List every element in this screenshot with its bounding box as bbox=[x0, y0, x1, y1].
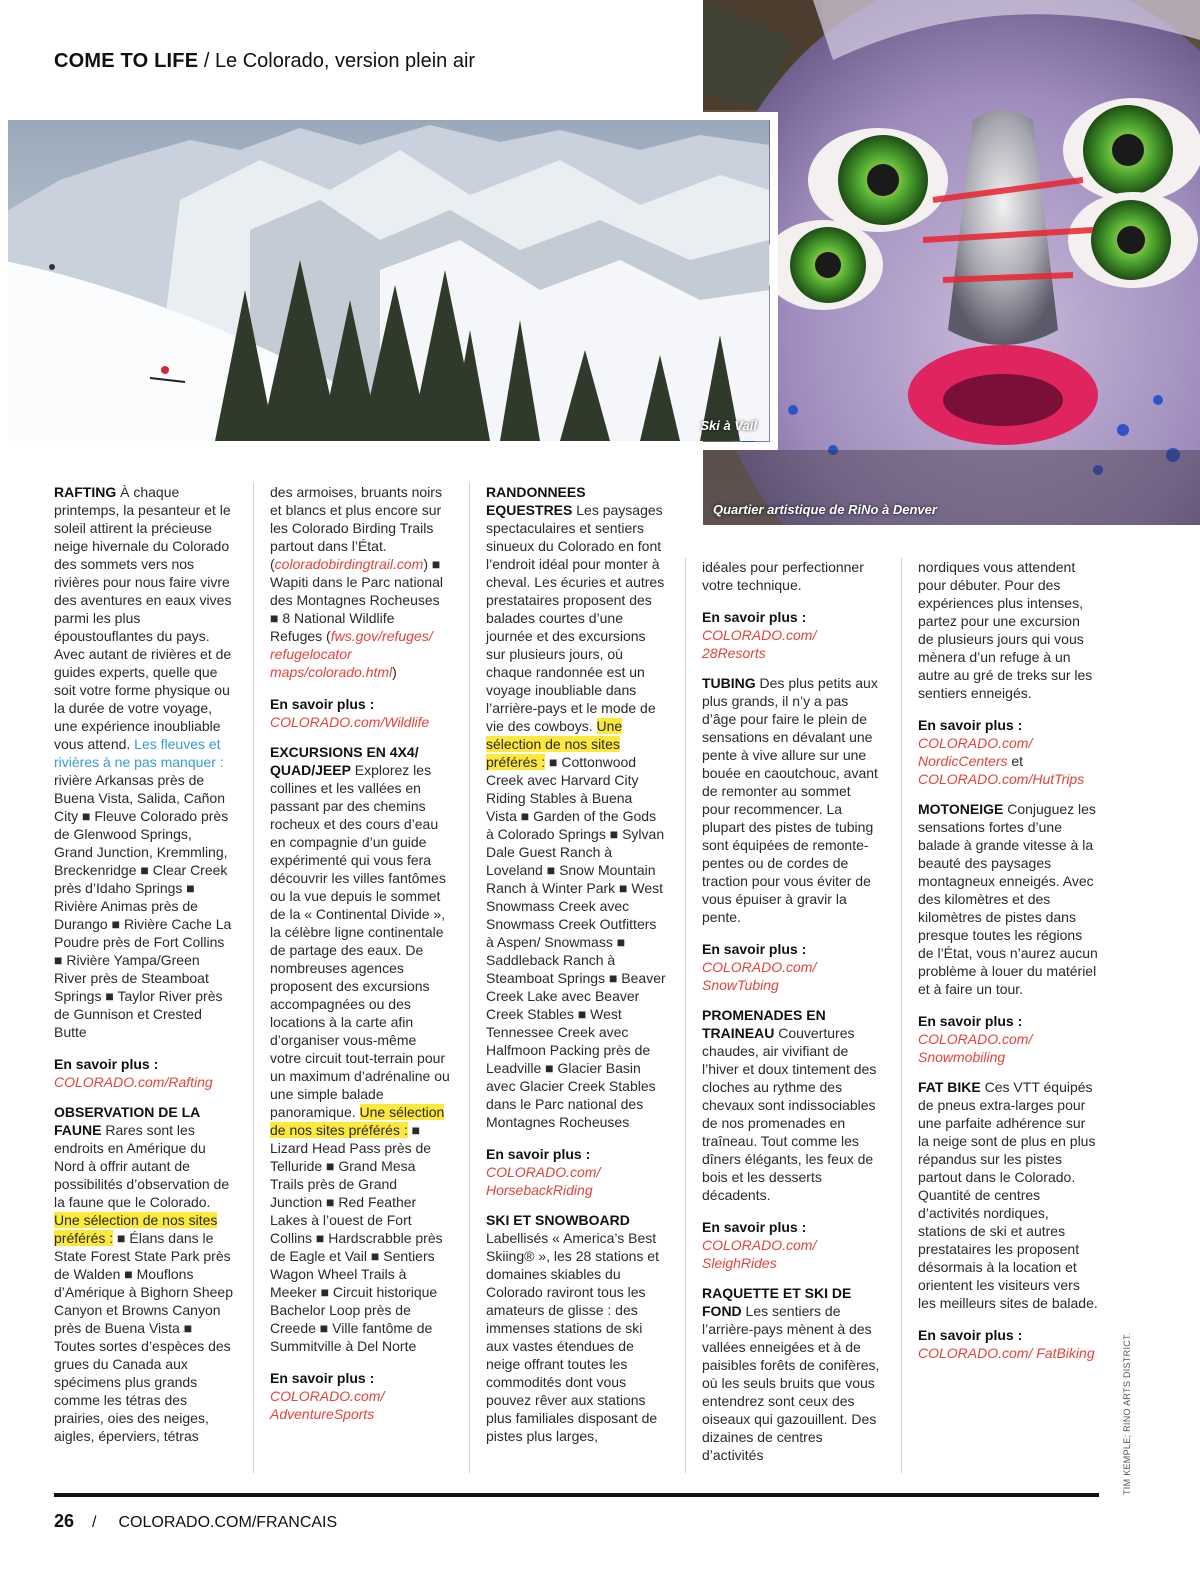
nordic-links bbox=[918, 734, 1098, 788]
more-info-label: En savoir plus : bbox=[702, 941, 807, 957]
page-subtitle: Le Colorado, version plein air bbox=[214, 50, 476, 72]
ski-text: Labellisés « America’s Best Skiing® », les 28 stations et domaines skiables du Colorado raviront tous les amateurs de glisse : des immenses stations de ski aux vastes étendues de neige offrant toutes les commodités dont vous pouvez rêver aux stations plus familiales disposant de pistes plus larges, bbox=[486, 1230, 659, 1444]
moto-heading: MOTONEIGE bbox=[918, 801, 1004, 817]
column-divider bbox=[901, 558, 902, 1473]
rafting-rivers-label: Les fleuves et rivières à ne pas manquer : bbox=[54, 736, 224, 770]
faune-cont-text-3: ) bbox=[392, 664, 397, 680]
column-5 bbox=[918, 558, 1098, 1362]
more-info-label: En savoir plus : bbox=[486, 1146, 591, 1162]
quad-highlight: Une sélection de nos sites préférés : bbox=[270, 1104, 445, 1138]
raquette-paragraph bbox=[702, 1284, 882, 1464]
faune-highlight: Une sélection de nos sites préférés : bbox=[54, 1212, 218, 1246]
moto-text: Conjuguez les sensations fortes d’une balade à grande vitesse à la beauté des paysages montagneux enneigés. Avec des kilomètres et des kilomètres de pistes dans presque toutes les régions de l’État, vous n’aurez aucun problème à louer du matériel et à faire un tour. bbox=[918, 801, 1098, 997]
quad-list: ■ Lizard Head Pass près de Telluride ■ Grand Mesa Trails près de Grand Junction ■ Red Feather Lakes à l’ouest de Fort Collins ■ Hardscrabble près de Eagle et Vail ■ Sentiers Wagon Wheel Trails à Meeker ■ Circuit historique Bachelor Loop près de Creede ■ Ville fantôme de Summitville à Del Norte bbox=[270, 1122, 443, 1354]
fws-link[interactable]: fws.gov/refuges/ refugelocator maps/colorado.html bbox=[270, 628, 433, 680]
sleigh-heading: PROMENADES EN TRAINEAU bbox=[702, 1007, 826, 1041]
rafting-text: À chaque printemps, la pesanteur et le soleil attirent la précieuse neige hivernale du Colorado des sommets vers nos rivières pour nous faire vivre des aventures en eaux vives parmi les plus époustouflantes du pays. Avec autant de rivières et de guides experts, quelle que soit votre forme physique ou la durée de votre voyage, une expérience inoubliable vous attend. bbox=[54, 484, 232, 752]
ski-photo bbox=[0, 120, 769, 441]
more-info-label: En savoir plus : bbox=[702, 609, 807, 625]
column-divider bbox=[253, 483, 254, 1473]
fatbike-text: Ces VTT équipés de pneus extra-larges pour une parfaite adhérence sur la neige sont de plus en plus répandus sur les pistes partout dans le Colorado. Quantité de centres d’activités nordiques, stations de ski et autres prestataires les proposent désormais à la location et orientent les visiteurs vers les meilleurs sites de balade. bbox=[918, 1079, 1098, 1311]
page-header bbox=[54, 50, 475, 73]
column-1 bbox=[54, 483, 234, 1445]
photo-credit: TIM KEMPLE; RINO ARTS DISTRICT. bbox=[1122, 1332, 1132, 1495]
faune-cont-text-2: ) ■ Wapiti dans le Parc national des Montagnes Rocheuses ■ 8 National Wildlife Refuges ( bbox=[270, 556, 444, 644]
header-separator: / bbox=[198, 50, 215, 72]
birding-link[interactable]: coloradobirdingtrail.com bbox=[274, 556, 424, 572]
equestrian-paragraph bbox=[486, 483, 666, 1131]
ski-caption: Ski à Vail bbox=[700, 418, 757, 433]
nordic-and: et bbox=[1007, 753, 1024, 769]
more-info-label: En savoir plus : bbox=[270, 696, 375, 712]
sleigh-link[interactable]: COLORADO.com/ SleighRides bbox=[702, 1237, 817, 1271]
footer-site[interactable]: COLORADO.COM/FRANCAIS bbox=[118, 1514, 338, 1531]
raquette-heading: RAQUETTE ET SKI DE FOND bbox=[702, 1285, 852, 1319]
horseback-link[interactable]: COLORADO.com/ HorsebackRiding bbox=[486, 1164, 601, 1198]
more-info-label: En savoir plus : bbox=[918, 1327, 1023, 1343]
section-label: COME TO LIFE bbox=[54, 50, 199, 72]
raquette-text: Les sentiers de l’arrière-pays mènent à des vallées enneigées et à de paisibles forêts de conifères, où les seuls bruits que vous entendrez sont ceux des oiseaux qui gazouillent. Des dizaines de centres d’activités bbox=[702, 1303, 880, 1463]
equestrian-highlight: Une sélection de nos sites préférés : bbox=[486, 718, 623, 770]
adventure-link[interactable]: COLORADO.com/ AdventureSports bbox=[270, 1388, 385, 1422]
fatbiking-link[interactable]: COLORADO.com/ FatBiking bbox=[918, 1345, 1095, 1361]
more-info-label: En savoir plus : bbox=[270, 1370, 375, 1386]
faune-text: Rares sont les endroits en Amérique du Nord à offrir autant de possibilités d’observation de la faune que le Colorado. bbox=[54, 1122, 230, 1210]
raquette-continued: nordiques vous attendent pour débuter. Pour des expériences plus intenses, partez pour une excursion de plusieurs jours qui vous mènera d’un refuge à un autre au gré de treks sur les sentiers enneigés. bbox=[918, 559, 1093, 701]
nordic-link[interactable]: COLORADO.com/ NordicCenters bbox=[918, 735, 1033, 769]
quad-heading: EXCURSIONS EN 4X4/ QUAD/JEEP bbox=[270, 744, 419, 778]
faune-list: ■ Élans dans le State Forest State Park près de Walden ■ Mouflons d’Amérique à Bighorn Sheep Canyon et Browns Canyon près de Buena Vista ■ Toutes sortes d’espèces des grues du Canada aux spécimens plus grands comme les tétras des prairies, oies des neiges, aigles, éperviers, tétras bbox=[54, 1230, 234, 1444]
faune-continued bbox=[270, 483, 450, 681]
equestrian-heading: RANDONNEES EQUESTRES bbox=[486, 484, 586, 518]
tubing-text: Des plus petits aux plus grands, il n’y a pas d’âge pour faire le plein de sensations en dévalant une pente à vive allure sur une bouée en caoutchouc, avant de remonter au sommet pour recommencer. La plupart des pistes de tubing sont équipées de remonte-pentes ou de cordes de traction pour vous éviter de vous épuiser à gravir la pente. bbox=[702, 675, 878, 925]
mural-caption: Quartier artistique de RiNo à Denver bbox=[713, 502, 937, 517]
footer-slash: / bbox=[92, 1514, 97, 1531]
ski-heading: SKI ET SNOWBOARD bbox=[486, 1212, 630, 1228]
rafting-heading: RAFTING bbox=[54, 484, 117, 500]
ski-continued: idéales pour perfectionner votre technique. bbox=[702, 559, 864, 593]
resorts-link[interactable]: COLORADO.com/ 28Resorts bbox=[702, 627, 817, 661]
hut-trips-link[interactable]: COLORADO.com/HutTrips bbox=[918, 771, 1085, 787]
more-info-label: En savoir plus : bbox=[918, 1013, 1023, 1029]
quad-paragraph bbox=[270, 743, 450, 1355]
mural-photo bbox=[703, 0, 1200, 525]
footer-rule bbox=[54, 1493, 1099, 1497]
column-2 bbox=[270, 483, 450, 1423]
sleigh-paragraph bbox=[702, 1006, 882, 1204]
page-number: 26 bbox=[54, 1511, 75, 1531]
column-3 bbox=[486, 483, 666, 1445]
column-4 bbox=[702, 558, 882, 1464]
fatbike-heading: FAT BIKE bbox=[918, 1079, 981, 1095]
wildlife-link[interactable]: COLORADO.com/Wildlife bbox=[270, 714, 430, 730]
more-info-label: En savoir plus : bbox=[702, 1219, 807, 1235]
equestrian-text: Les paysages spectaculaires et sentiers sinueux du Colorado en font l’endroit idéal pour monter à cheval. Les écuries et autres prestataires proposent des balades courtes d’une journée et des excursions sur plusieurs jours, où chaque randonnée est un voyage inoubliable dans l’arrière-pays et le mode de vie des cowboys. bbox=[486, 502, 665, 734]
ski-paragraph bbox=[486, 1211, 666, 1445]
quad-text: Explorez les collines et les vallées en passant par des chemins rocheux et des cours d’eau en compagnie d’un guide expérimenté qui vous fera découvrir les villes fantômes ou la vue depuis le sommet de la « Continental Divide », la célèbre ligne continentale de partage des eaux. De nombreuses agences proposent des excursions accompagnées ou des locations à la carte afin d’organiser vous-même votre circuit tout-terrain pour un maximum d’adrénaline ou une simple balade panoramique. bbox=[270, 762, 450, 1120]
column-divider bbox=[469, 483, 470, 1473]
fatbike-paragraph bbox=[918, 1078, 1098, 1312]
tubing-link[interactable]: COLORADO.com/ SnowTubing bbox=[702, 959, 817, 993]
faune-paragraph bbox=[54, 1103, 234, 1445]
snowmobiling-link[interactable]: COLORADO.com/ Snowmobiling bbox=[918, 1031, 1033, 1065]
more-info-label: En savoir plus : bbox=[918, 717, 1023, 733]
more-info-label: En savoir plus : bbox=[54, 1056, 159, 1072]
sleigh-text: Couvertures chaudes, air vivifiant de l’hiver et doux tintement des cloches au rythme des chevaux sont indissociables de nos promenades en traîneau. Tout comme les dîners élégants, les feux de bois et les desserts décadents. bbox=[702, 1025, 877, 1203]
moto-paragraph bbox=[918, 800, 1098, 998]
rafting-list: rivière Arkansas près de Buena Vista, Salida, Cañon City ■ Fleuve Colorado près de Glenwood Springs, Grand Junction, Kremmling, Breckenridge ■ Clear Creek près d’Idaho Springs ■ Rivière Animas près de Durango ■ Rivière Cache La Poudre près de Fort Collins ■ Rivière Yampa/Green River près de Steamboat Springs ■ Taylor River près de Gunnison et Crested Butte bbox=[54, 772, 232, 1040]
equestrian-list: ■ Cottonwood Creek avec Harvard City Riding Stables à Buena Vista ■ Garden of the Gods à Colorado Springs ■ Sylvan Dale Guest Ranch à Loveland ■ Snow Mountain Ranch à Winter Park ■ West Snowmass Creek avec Snowmass Creek Outfitters à Aspen/ Snowmass ■ Saddleback Ranch à Steamboat Springs ■ Beaver Creek Lake avec Beaver Creek Stables ■ West Tennessee Creek avec Halfmoon Packing près de Leadville ■ Glacier Basin avec Glacier Creek Stables dans le Parc national des Montagnes Rocheuses bbox=[486, 754, 666, 1130]
tubing-heading: TUBING bbox=[702, 675, 756, 691]
rafting-link[interactable]: COLORADO.com/Rafting bbox=[54, 1074, 213, 1090]
faune-heading: OBSERVATION DE LA FAUNE bbox=[54, 1104, 200, 1138]
page-footer bbox=[54, 1511, 337, 1532]
rafting-paragraph bbox=[54, 483, 234, 1041]
column-divider bbox=[685, 558, 686, 1473]
faune-cont-text: des armoises, bruants noirs et blancs et plus encore sur les Colorado Birding Trails partout dans l’État. ( bbox=[270, 484, 442, 572]
tubing-paragraph bbox=[702, 674, 882, 926]
